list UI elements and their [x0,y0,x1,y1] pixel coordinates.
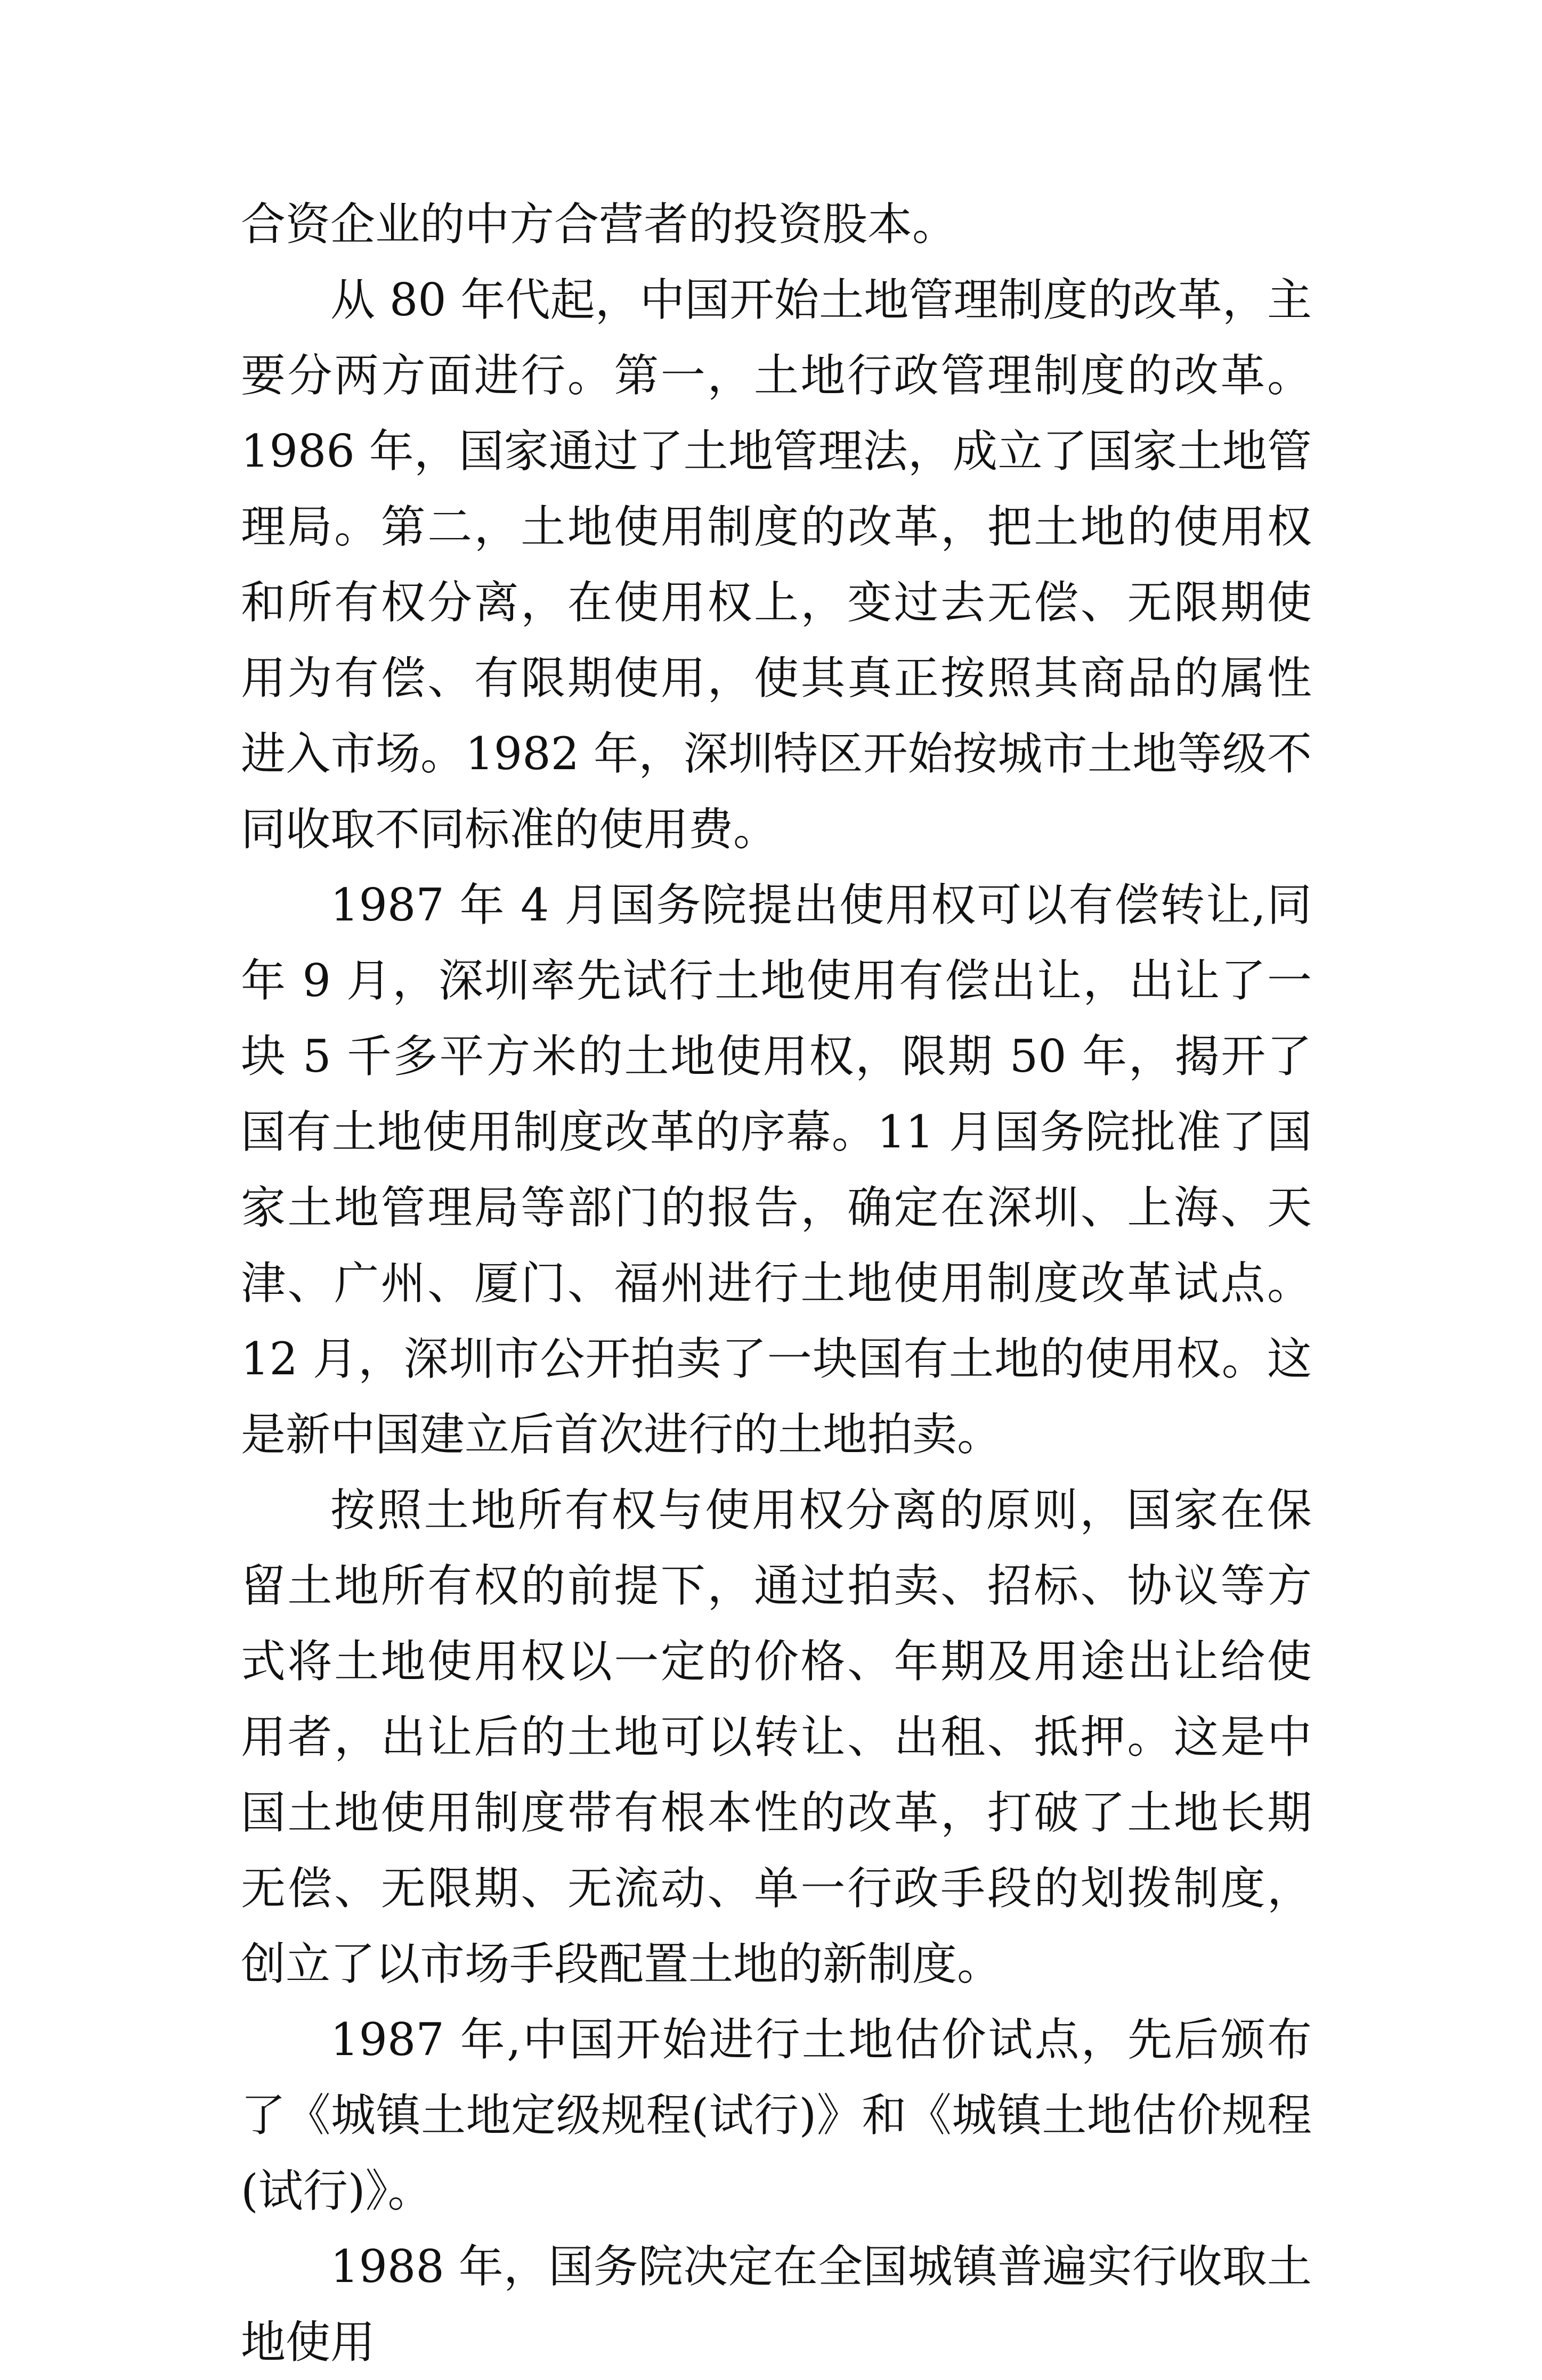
paragraph-3: 1987 年 4 月国务院提出使用权可以有偿转让,同年 9 月，深圳率先试行土地使用有偿出让，出让了一块 5 千多平方米的土地使用权，限期 50 年，揭开了国有土地使用制度改革的序幕。11 月国务院批准了国家土地管理局等部门的报告，确定在深圳、上海、天津、广州、厦门、福州进行土地使用制度改革试点。12 月，深圳市公开拍卖了一块国有土地的使用权。这是新中国建立后首次进行的土地拍卖。 [241,879,1312,1461]
document-page [241,186,1312,2380]
paragraph-5: 1987 年,中国开始进行土地估价试点，先后颁布了《城镇土地定级规程(试行)》和《城镇土地估价规程(试行)》。 [241,2014,1312,2217]
paragraph-6: 1988 年，国务院决定在全国城镇普遍实行收取土地使用 [241,2240,1312,2368]
paragraph-4: 按照土地所有权与使用权分离的原则，国家在保留土地所有权的前提下，通过拍卖、招标、协议等方式将土地使用权以一定的价格、年期及用途出让给使用者，出让后的土地可以转让、出租、抵押。这是中国土地使用制度带有根本性的改革，打破了土地长期无偿、无限期、无流动、单一行政手段的划拨制度，创立了以市场手段配置土地的新制度。 [241,1484,1312,1990]
paragraph-1: 合资企业的中方合营者的投资股本。 [241,198,957,250]
paragraph-2: 从 80 年代起，中国开始土地管理制度的改革，主要分两方面进行。第一，土地行政管理制度的改革。1986 年，国家通过了土地管理法，成立了国家土地管理局。第二，土地使用制度的改革，把土地的使用权和所有权分离，在使用权上，变过去无偿、无限期使用为有偿、有限期使用，使其真正按照其商品的属性进入市场。1982 年，深圳特区开始按城市土地等级不同收取不同标准的使用费。 [241,274,1312,855]
